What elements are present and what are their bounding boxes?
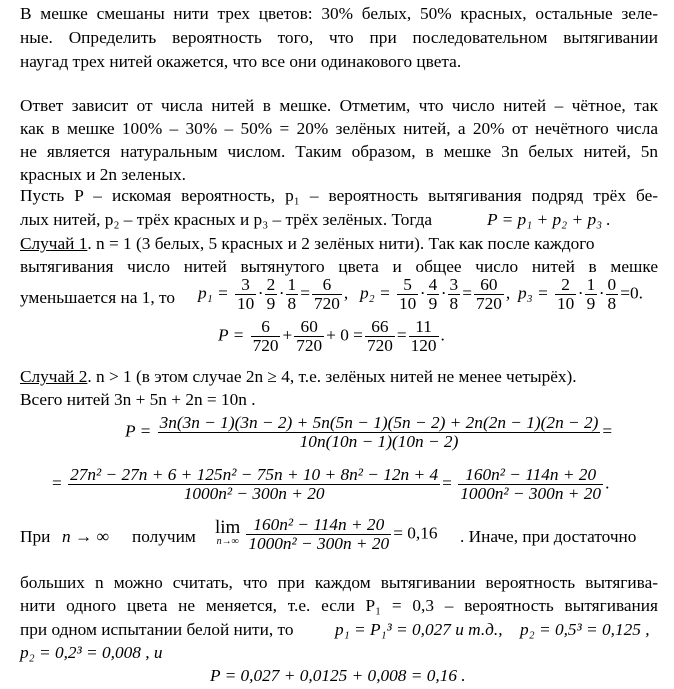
probability-sum-formula: P = p₁ + p₂ + p₃ .: [487, 210, 611, 229]
case1-p2-formula: p₂ = $\frac{5}{10}$ · $\frac{4}{9}$ · $\frac{3}{8}$ = $\frac{60}{720}$ ,: [360, 275, 511, 313]
case2-label: Случай 2: [20, 367, 88, 386]
case1-p3-formula: p₃ = $\frac{2}{10}$ · $\frac{1}{9}$ · $\frac{0}{8}$ =0.: [518, 275, 643, 313]
case2-text: . n > 1 (в этом случае 2n ≥ 4, т.е. зелёных нитей не менее четырёх).: [87, 367, 577, 386]
problem-line-2: ные. Определить вероятность того, что при последовательном вытягивании: [20, 28, 658, 47]
case1-label: Случай 1: [20, 234, 88, 253]
problem-line-1: В мешке смешаны нити трех цветов: 30% белых, 50% красных, остальные зеле-: [20, 4, 658, 23]
tail-total-formula: P = 0,027 + 0,0125 + 0,008 = 0,16 .: [210, 666, 466, 685]
solution-p1-line-3: не является натуральным числом. Таким образом, в мешке 3n белых нитей, 5n: [20, 142, 658, 161]
solution-p1-line-2: как в мешке 100% – 30% – 50% = 20% зелёных нитей, а 20% от нечётного числа: [20, 119, 658, 138]
limit-pre: При: [20, 527, 51, 546]
tail-line-3: при одном испытании белой нити, то: [20, 620, 294, 639]
solution-p1-line-4: красных и 2n зеленых.: [20, 165, 186, 184]
case1-line-2: вытягивания число нитей вытянутого цвета и общее число нитей в мешке: [20, 257, 658, 276]
case1-p1-formula: p₁ = $\frac{3}{10}$ · $\frac{2}{9}$ · $\frac{1}{8}$ = $\frac{6}{720}$ ,: [198, 275, 349, 313]
solution-p1-line-1: Ответ зависит от числа нитей в мешке. Отметим, что число нитей – чётное, так: [20, 96, 658, 115]
case2-line-2: Всего нитей 3n + 5n + 2n = 10n .: [20, 390, 256, 409]
tail-p1-formula: p₁ = P₁³ = 0,027 и т.д.,: [335, 620, 503, 639]
case2-big-fraction: P = $\frac{3n(3n - 1)(3n - 2) + 5n(5n - 1)(5n - 2) + 2n(2n - 1)(2n - 2)}{10n(10n - 1)(10n - 2)}$ =: [125, 413, 613, 451]
case2-expanded-fraction: = $\frac{\text{27n² − 27n + 6 + 125n² − 75n + 10 + 8n² − 12n + 4}}{\text{1000n² − 300n + 20}}$ = $\frac{\text{160n² − 114n + 20}}{\text{1000n² − 300n + 20}}$ .: [52, 465, 610, 503]
tail-line-2: нити одного цвета не меняется, т.е. если P₁ = 0,3 – вероятность вытягивания: [20, 596, 658, 615]
solution-p2-line-1: Пусть P – искомая вероятность, p₁ – вероятность вытягивания подряд трёх бе-: [20, 186, 658, 205]
limit-post: . Иначе, при достаточно: [460, 527, 637, 546]
problem-line-3: наугад трех нитей окажется, что все они одинакового цвета.: [20, 52, 462, 71]
case1-line-1: [20, 234, 595, 254]
tail-line-1: больших n можно считать, что при каждом вытягивании вероятность вытягива-: [20, 573, 658, 592]
limit-mid: получим: [132, 527, 196, 546]
tail-p2-formula: p₂ = 0,5³ = 0,125 ,: [520, 620, 650, 639]
case1-line-3: уменьшается на 1, то: [20, 288, 175, 307]
tail-p3-formula: p₂ = 0,2³ = 0,008 , и: [20, 643, 163, 662]
limit-arrow: n → ∞: [62, 527, 109, 546]
case1-text: . n = 1 (3 белых, 5 красных и 2 зелёных нити). Так как после каждого: [87, 234, 595, 253]
limit-formula: lim n→∞ $\frac{\text{160n² − 114n + 20}}{\text{1000n² − 300n + 20}}$ = 0,16: [215, 515, 438, 553]
solution-p2-line-2: лых нитей, p₂ – трёх красных и p₃ – трёх зелёных. Тогда: [20, 210, 433, 229]
case1-total-formula: P = $\frac{6}{720}$ + $\frac{60}{720}$ + 0 = $\frac{66}{720}$ = $\frac{11}{120}$ .: [218, 317, 445, 355]
case2-line-1: [20, 367, 577, 387]
